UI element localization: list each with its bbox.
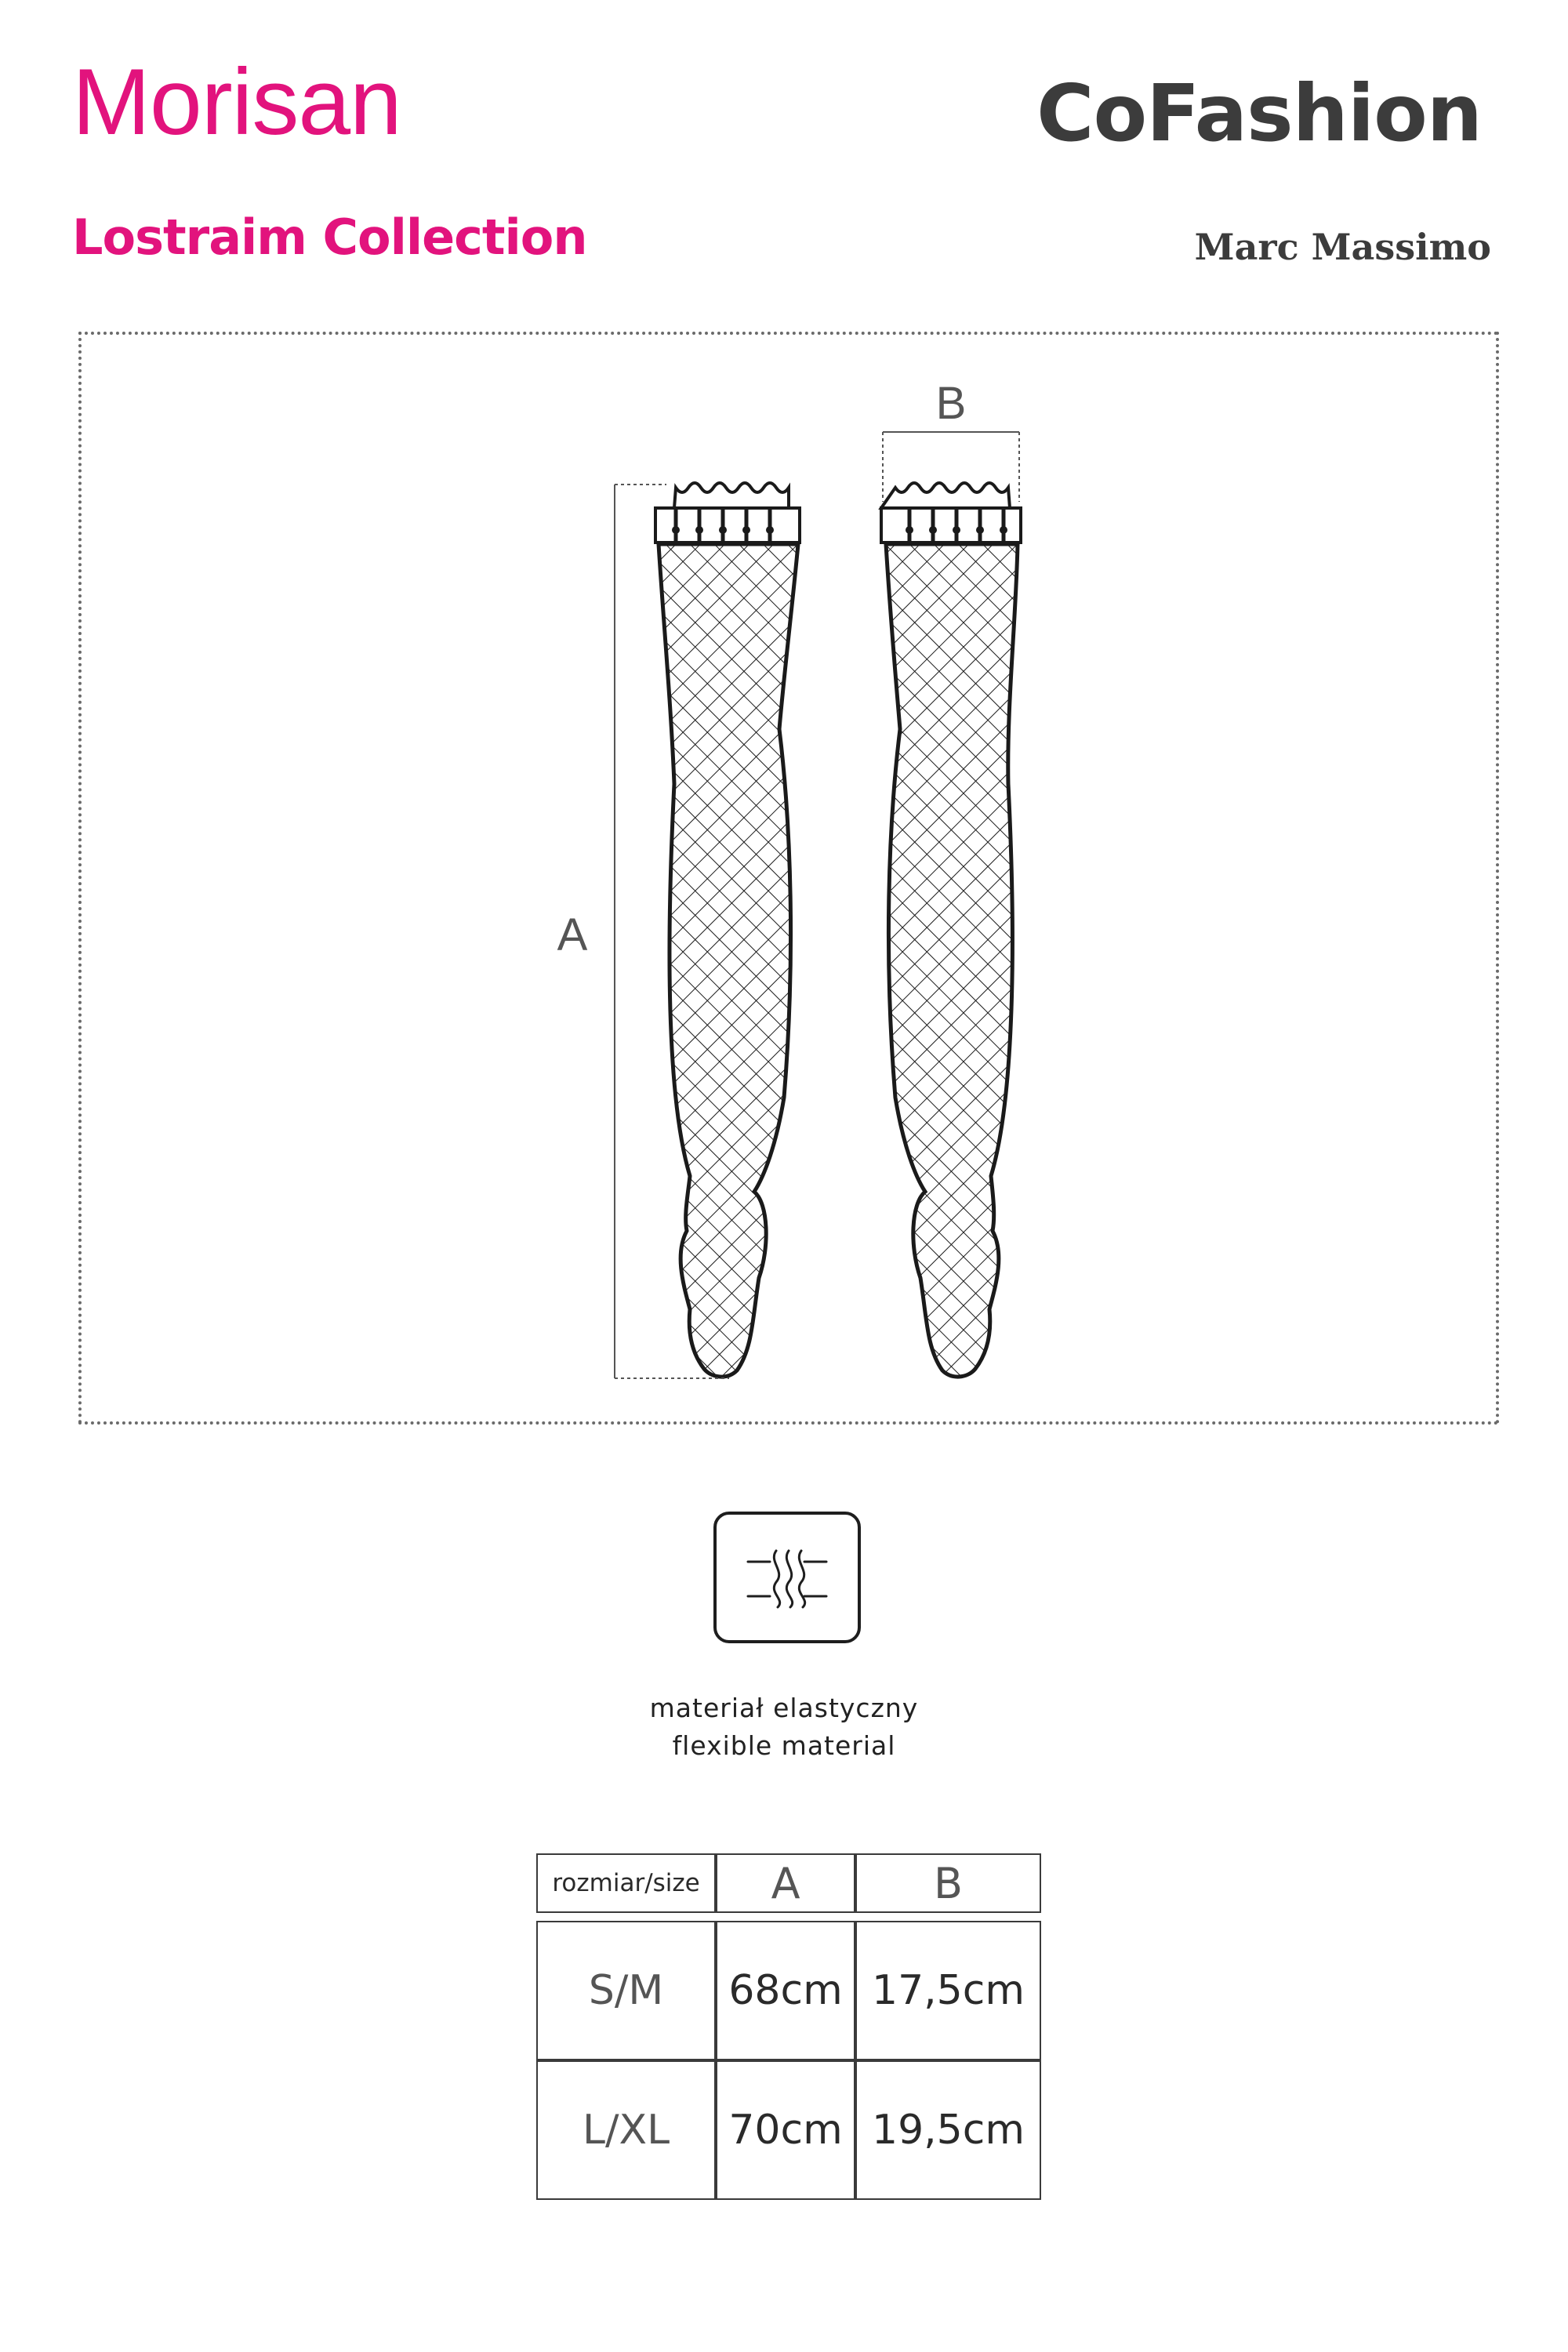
dimension-b-label: B <box>935 378 967 429</box>
brand-logo: CoFashion <box>1036 67 1482 159</box>
size-table-header <box>536 1853 1041 1913</box>
header-b: B <box>855 1853 1041 1913</box>
dimension-a-label: A <box>557 909 588 960</box>
sub-brand-name: Marc Massimo <box>1194 226 1491 268</box>
product-name: Morisan <box>72 49 401 154</box>
elastic-waves-icon <box>717 1515 858 1640</box>
elastic-material-icon <box>713 1512 861 1643</box>
header-a: A <box>716 1853 855 1913</box>
size-cell: L/XL <box>536 2060 716 2200</box>
feature-label-en: flexible material <box>672 1730 896 1761</box>
left-stocking <box>655 483 800 1377</box>
collection-name: Lostraim Collection <box>72 209 587 266</box>
table-row <box>536 2060 1041 2200</box>
value-b-cell: 19,5cm <box>855 2060 1041 2200</box>
value-a-cell: 68cm <box>716 1921 855 2060</box>
size-cell: S/M <box>536 1921 716 2060</box>
header-size: rozmiar/size <box>536 1853 716 1913</box>
value-a-cell: 70cm <box>716 2060 855 2200</box>
right-stocking <box>881 483 1021 1377</box>
table-row <box>536 1921 1041 2060</box>
size-table <box>536 1853 1041 2200</box>
value-b-cell: 17,5cm <box>855 1921 1041 2060</box>
feature-label-pl: materiał elastyczny <box>649 1693 919 1723</box>
